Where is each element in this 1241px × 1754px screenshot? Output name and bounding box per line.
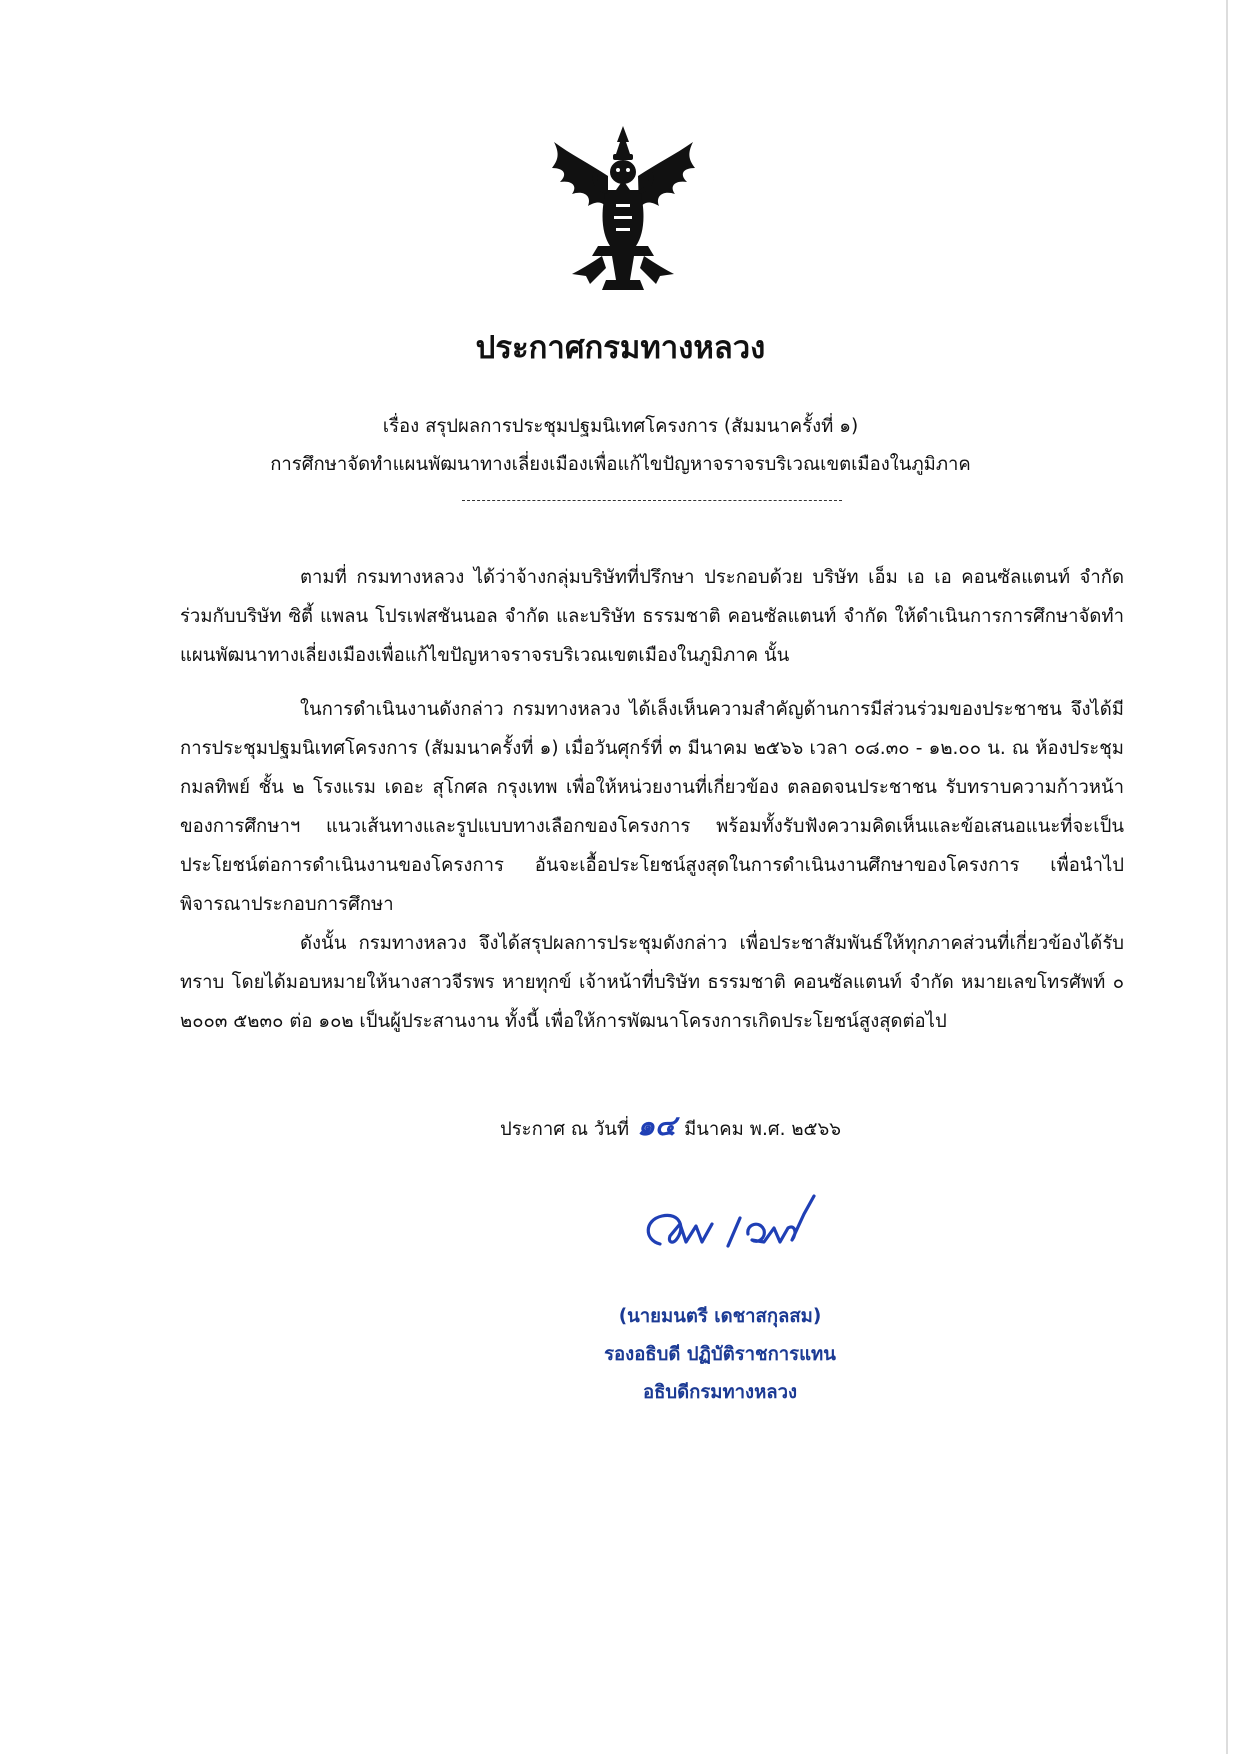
- signatory-name: (นายมนตรี เดชาสกุลสม): [618, 1306, 822, 1327]
- scan-edge-line: [1226, 0, 1228, 1754]
- subject-line-1: เรื่อง สรุปผลการประชุมปฐมนิเทศโครงการ (สัมมนาครั้งที่ ๑): [382, 416, 859, 437]
- body-paragraph-3: [180, 924, 1124, 1041]
- signatory-office: อธิบดีกรมทางหลวง: [642, 1382, 798, 1403]
- signatory-position: รองอธิบดี ปฏิบัติราชการแทน: [604, 1344, 836, 1365]
- body-paragraph-1-text: ตามที่ กรมทางหลวง ได้ว่าจ้างกลุ่มบริษัทที่ปรึกษา ประกอบด้วย บริษัท เอ็ม เอ เอ คอนซัลแตนท์ จำกัด ร่วมกับบริษัท ซิตี้ แพลน โปรเฟสชันนอล จำกัด และบริษัท ธรรมชาติ คอนซัลแตนท์ จำกัด ให้ดำเนินการการศึกษาจัดทำแผนพัฒนาทางเลี่ยงเมืองเพื่อแก้ไขปัญหาจราจรบริเวณเขตเมืองในภูมิภาค นั้น: [180, 567, 1124, 666]
- divider-line: [462, 500, 842, 501]
- announcement-date: [500, 1104, 841, 1148]
- announcement-prefix: ประกาศ ณ วันที่: [500, 1119, 630, 1140]
- garuda-emblem-icon: [550, 124, 697, 292]
- body-paragraph-2-text: ในการดำเนินงานดังกล่าว กรมทางหลวง ได้เล็งเห็นความสำคัญด้านการมีส่วนร่วมของประชาชน จึงได้มีการประชุมปฐมนิเทศโครงการ (สัมมนาครั้งที่ ๑) เมื่อวันศุกร์ที่ ๓ มีนาคม ๒๕๖๖ เวลา ๐๘.๓๐ - ๑๒.๐๐ น. ณ ห้องประชุมกมลทิพย์ ชั้น ๒ โรงแรม เดอะ สุโกศล กรุงเทพ เพื่อให้หน่วยงานที่เกี่ยวข้อง ตลอดจนประชาชน รับทราบความก้าวหน้าของการศึกษาฯ แนวเส้นทางและรูปแบบทางเลือกของโครงการ พร้อมทั้งรับฟังความคิดเห็นและข้อเสนอแนะที่จะเป็นประโยชน์ต่อการดำเนินงานของโครงการ อันจะเอื้อประโยชน์สูงสุดในการดำเนินงานศึกษาของโครงการ เพื่อนำไปพิจารณาประกอบการศึกษา: [180, 699, 1124, 915]
- handwritten-signature-icon: [636, 1184, 846, 1276]
- body-paragraph-2: [180, 690, 1124, 924]
- announcement-day: ๑๔: [637, 1109, 677, 1142]
- document-title: ประกาศกรมทางหลวง: [475, 330, 766, 366]
- subject-line-2: การศึกษาจัดทำแผนพัฒนาทางเลี่ยงเมืองเพื่อแก้ไขปัญหาจราจรบริเวณเขตเมืองในภูมิภาค: [270, 454, 971, 475]
- body-paragraph-3-text: ดังนั้น กรมทางหลวง จึงได้สรุปผลการประชุมดังกล่าว เพื่อประชาสัมพันธ์ให้ทุกภาคส่วนที่เกี่ยวข้องได้รับทราบ โดยได้มอบหมายให้นางสาวจีรพร หายทุกข์ เจ้าหน้าที่บริษัท ธรรมชาติ คอนซัลแตนท์ จำกัด หมายเลขโทรศัพท์ ๐ ๒๐๐๓ ๕๒๓๐ ต่อ ๑๐๒ เป็นผู้ประสานงาน ทั้งนี้ เพื่อให้การพัฒนาโครงการเกิดประโยชน์สูงสุดต่อไป: [180, 933, 1124, 1032]
- body-paragraph-1: [180, 558, 1124, 675]
- announcement-suffix: มีนาคม พ.ศ. ๒๕๖๖: [684, 1119, 842, 1140]
